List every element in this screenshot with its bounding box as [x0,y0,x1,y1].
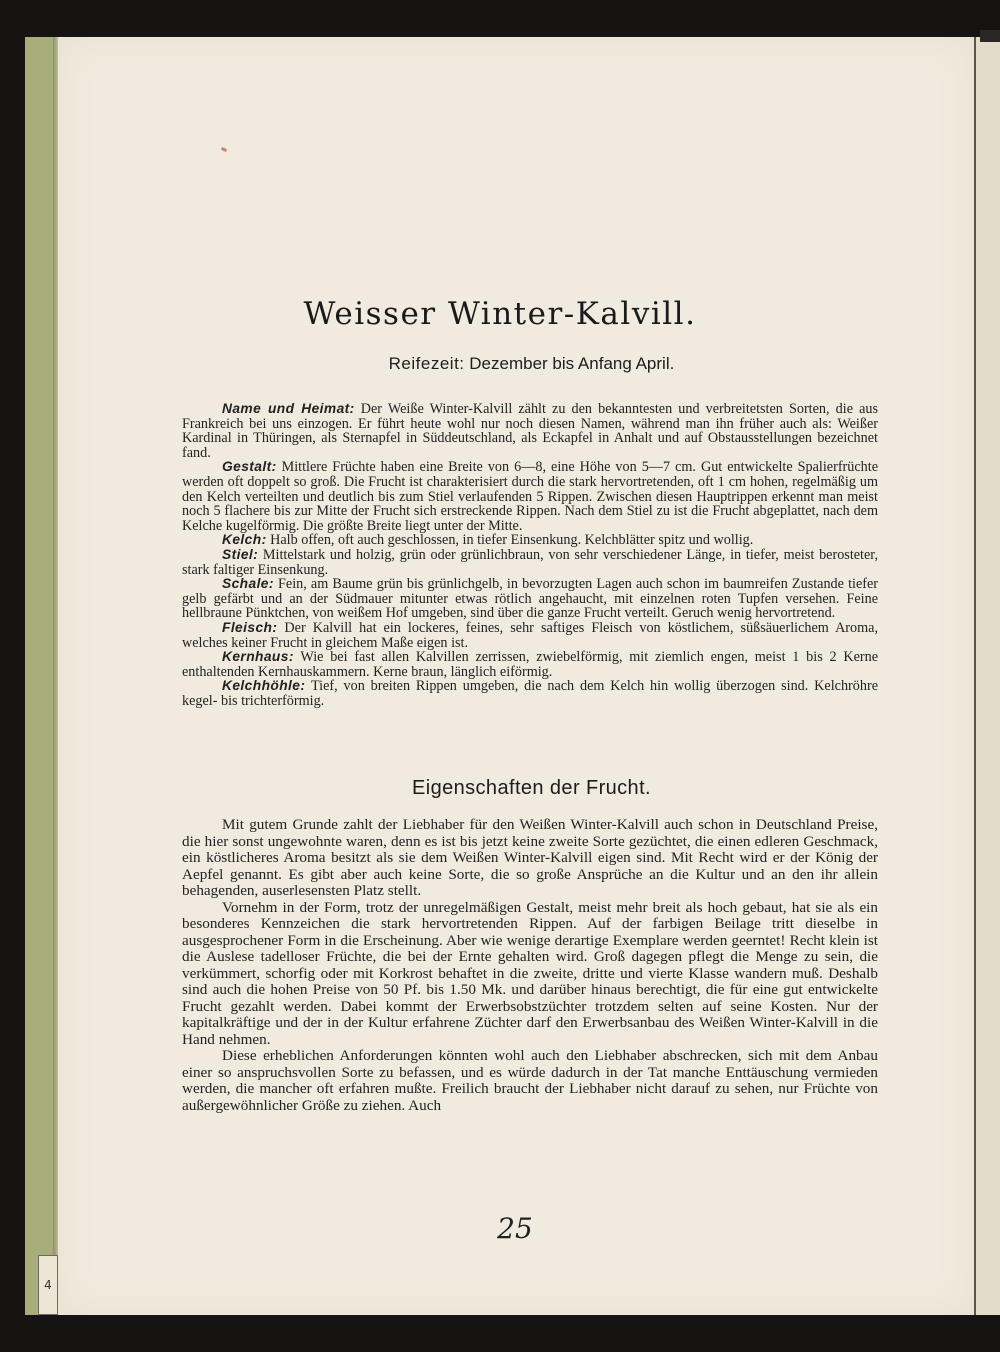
page-number: 25 [497,1212,533,1245]
description-entry [182,577,878,621]
description-term: Name und Heimat: [222,401,355,416]
body-paragraph: Diese erheblichen Anforderungen könnten wohl auch den Liebhaber abschrecken, sich mit dem Anbau einer so anspruchsvollen Sorte zu befassen, und es würde dadurch in der Tat manche Enttäuschung vermieden werden, die mancher oft erfahren mußte. Freilich braucht der Liebhaber nicht darauf zu sehen, nur Früchte von außergewöhnlicher Größe zu ziehen. Auch [182,1047,878,1114]
section-body [182,817,878,1114]
description-term: Fleisch: [222,619,278,635]
description-term: Kernhaus: [222,649,294,665]
description-text: Fein, am Baume grün bis grünlichgelb, in bevorzugten Lagen auch schon im baumreifen Zustande tiefer gelb gefärbt und an der Südmauer mitunter etwas rötlich angehaucht, mit einzelnen roten Tupfen versehen. Feine hellbraune Pünktchen, von weißem Hof umgeben, sind über die ganze Frucht verteilt. Geruch wenig hervortretend. [182,576,878,622]
body-paragraph: Mit gutem Grunde zahlt der Liebhaber für den Weißen Winter-Kalvill auch schon in Deutschland Preise, die hier sonst ungewohnte waren, denn es ist bis jetzt keine zweite Sorte gezüchtet, die einen edleren Geschmack, ein köstlicheres Aroma besitzt als sie dem Weißen Winter-Kalvill eigen sind. Mit Recht wird er der König der Aepfel genannt. Es gibt aber auch keine Sorte, die so große Ansprüche an die Kultur und an den ihr allein behagenden, auserlesensten Platz stellt. [182,816,878,899]
scan-corner [980,30,1000,42]
page-title: Weisser Winter-Kalvill. [303,296,697,332]
fruit-description [182,402,878,708]
description-term: Kelch: [222,532,267,548]
ripening-time-label: Reifezeit: [388,354,465,373]
description-term: Gestalt: [222,459,277,475]
description-entry [182,621,878,650]
description-text: Halb offen, oft auch geschlossen, in tiefer Einsenkung. Kelchblätter spitz und wollig. [270,532,754,549]
description-term: Kelchhöhle: [222,678,306,694]
description-text: Der Weiße Winter-Kalvill zählt zu den bekanntesten und verbreitetsten Sorten, die aus Frankreich bei uns einzogen. Er führt heute wohl nur noch diesen Namen, während man ihn früher auch als: Weißer Kardinal in Thüringen, als Sternapfel in Süddeutschland, als Eckapfel in Anhalt und auf Obstausstellungen bezeichnet fand. [182,401,878,461]
description-entry [182,548,878,577]
description-term: Schale: [222,576,274,592]
description-entry [182,402,878,460]
section-heading: Eigenschaften der Frucht. [411,777,651,799]
description-entry [182,533,878,548]
description-text: Mittelstark und holzig, grün oder grünlichbraun, von sehr verschiedener Länge, in tiefer, meist berosteter, stark faltiger Einsenkung. [182,546,878,578]
description-text: Der Kalvill hat ein lockeres, feines, sehr saftiges Fleisch von köstlichem, süßsäuerlichem Aroma, welches keiner Frucht in gleichem Maße eigen ist. [182,619,879,651]
description-text: Mittlere Früchte haben eine Breite von 6—8, eine Höhe von 5—7 cm. Gut entwickelte Spalierfrüchte werden oft doppelt so groß. Die Frucht ist charakterisiert durch die stark hervortretenden, oft 1 cm hohen, regelmäßig um den Kelch verteilten und deutlich bis zum Stiel verlaufenden 5 Rippen. Zwischen diesen Hauptrippen erkennt man meist noch 5 flachere bis zur Mitte der Frucht sich erstreckende Rippen. Nach dem Stiel zu ist die Frucht abgeplattet, nach dem Kelche kugelförmig. Die größte Breite liegt unter der Mitte. [182,459,879,534]
description-term: Stiel: [222,546,259,562]
ripening-time-line [0,354,1000,374]
description-text: Wie bei fast allen Kalvillen zerrissen, zwiebelförmig, mit ziemlich engen, meist 1 bis 2 Kerne enthaltenden Kernhauskammern. Kerne braun, länglich eiförmig. [182,649,879,680]
body-paragraph: Vornehm in der Form, trotz der unregelmäßigen Gestalt, meist mehr breit als hoch gebaut, hat sie als ein besonderes Kennzeichen die stark hervortretenden Rippen. Auf der farbigen Beilage tritt dieselbe in ausgesprochener Form in die Erscheinung. Aber wie wenige derartige Exemplare werden geerntet! Recht klein ist die Auslese tadelloser Früchte, die bei der Ernte gehalten wird. Groß dagegen pflegt die Menge zu sein, die verkümmert, schorfig oder mit Korkrost behaftet in die zweite, dritte und vierte Klasse wandern muß. Deshalb sind auch die hohen Preise von 50 Pf. bis 1.50 Mk. und darüber hinaus berechtigt, die für eine gut entwickelte Frucht gezahlt werden. Dabei kommt der Erwerbsobstzüchter trotzdem selten auf seine Kosten. Nur der kapitalkräftige und der in der Kultur erfahrene Züchter darf den Erwerbsanbau des Weißen Winter-Kalvill in die Hand nehmen. [182,898,878,1048]
next-page-edge [974,37,1000,1315]
ripening-time-value: Dezember bis Anfang April. [469,354,675,373]
description-entry [182,460,878,533]
description-text: Tief, von breiten Rippen umgeben, die nach dem Kelch hin wollig überzogen sind. Kelchröhre kegel- bis trichterförmig. [182,678,878,709]
description-entry [182,679,878,708]
library-tab-marker: 4 [38,1255,58,1315]
description-entry [182,650,878,679]
